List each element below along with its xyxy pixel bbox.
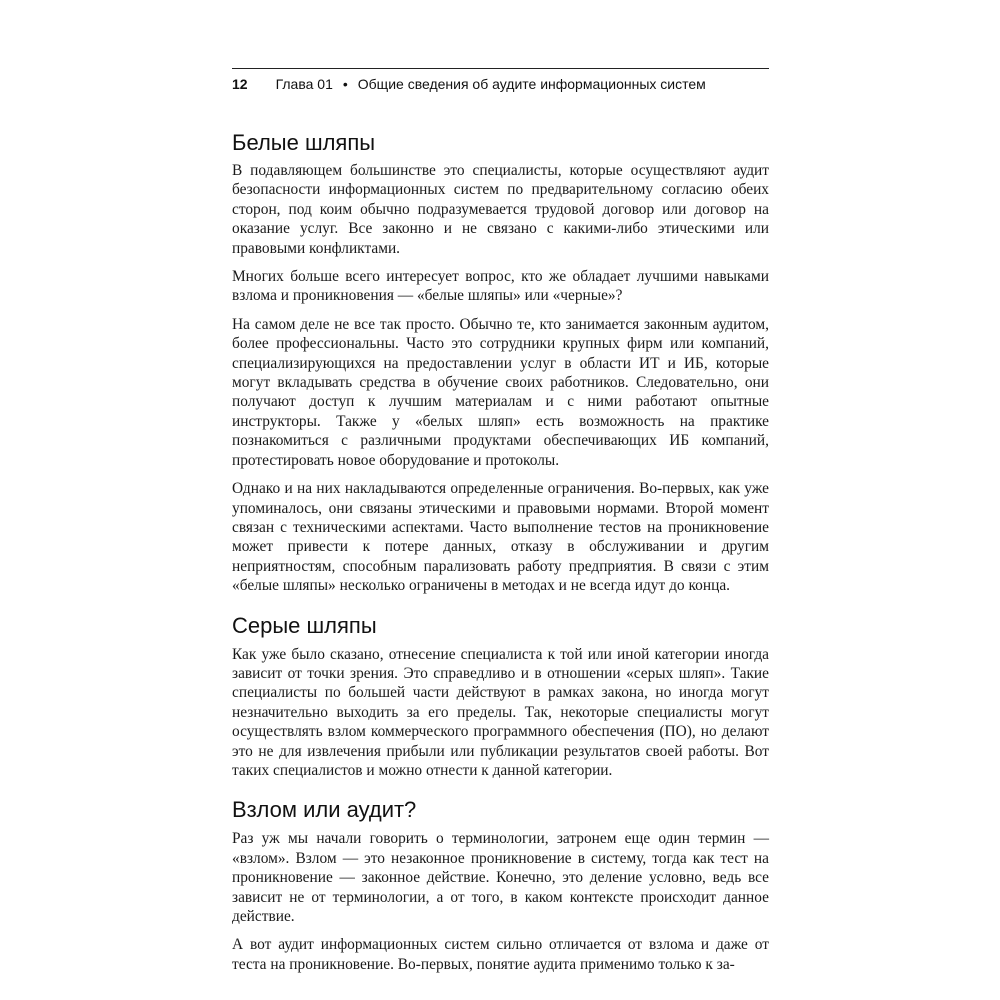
paragraph: Многих больше всего интересует вопрос, кто же обладает лучшими навыками взлома и проникновения — «белые шляпы» или «черные»? bbox=[232, 268, 769, 305]
section-heading: Взлом или аудит? bbox=[232, 797, 417, 823]
chapter-label: Глава 01 bbox=[275, 76, 333, 92]
paragraph: Раз уж мы начали говорить о терминологии, затронем еще один термин — «взлом». Взлом — это незаконное проникновение в систему, тогда как тест на проникновение — законное действие. Конечно, это деление условно, ведь все зависит не от терминологии, а от того, в каком контексте происходит данное действие. bbox=[232, 830, 769, 925]
paragraph: В подавляющем большинстве это специалисты, которые осуществляют аудит безопасности информационных систем по предварительному согласию обеих сторон, под коим обычно подразумевается трудовой договор или договор на оказание услуг. Все законно и не связано с какими-либо этическими или правовыми конфликтами. bbox=[232, 162, 769, 257]
section-gray-hats bbox=[232, 613, 769, 781]
paragraph: На самом деле не все так просто. Обычно те, кто занимается законным аудитом, более профессиональны. Часто это сотрудники крупных фирм или компаний, специализирующихся на предоставлении услуг в области ИТ и ИБ, которые могут вкладывать средства в обучение своих работников. Следовательно, они получают доступ к лучшим материалам и с ними работают опытные инструкторы. Также у «белых шляп» есть возможность на практике познакомиться с различными продуктами обеспечивающих ИБ компаний, протестировать новое оборудование и протоколы. bbox=[232, 315, 769, 469]
running-header bbox=[232, 68, 769, 92]
page-number: 12 bbox=[232, 76, 248, 92]
chapter-title: Общие сведения об аудите информационных систем bbox=[357, 76, 706, 92]
header-separator: • bbox=[342, 76, 348, 92]
book-page bbox=[232, 68, 769, 974]
paragraph: Однако и на них накладываются определенные ограничения. Во-первых, как уже упоминалось, они связаны этическими и правовыми нормами. Второй момент связан с техническими аспектами. Часто выполнение тестов на проникновение может привести к потере данных, отказу в обслуживании и другим неприятностям, способным парализовать работу предприятия. В связи с этим «белые шляпы» несколько ограничены в методах и не всегда идут до конца. bbox=[232, 480, 769, 595]
paragraph: А вот аудит информационных систем сильно отличается от взлома и даже от теста на проникновение. Во-первых, понятие аудита применимо только к за- bbox=[232, 936, 769, 973]
section-heading: Белые шляпы bbox=[232, 130, 376, 155]
paragraph: Как уже было сказано, отнесение специалиста к той или иной категории иногда зависит от точки зрения. Это справедливо и в отношении «серых шляп». Такие специалисты по большей части действуют в рамках закона, но иногда могут незначительно выходить за его пределы. Так, некоторые специалисты могут осуществлять взлом коммерческого программного обеспечения (ПО), но делают это не для извлечения прибыли или публикации результатов своей работы. Вот таких специалистов и можно отнести к данной категории. bbox=[232, 645, 769, 779]
section-white-hats bbox=[232, 130, 769, 596]
section-heading: Серые шляпы bbox=[232, 612, 377, 638]
section-hack-or-audit bbox=[232, 797, 769, 974]
